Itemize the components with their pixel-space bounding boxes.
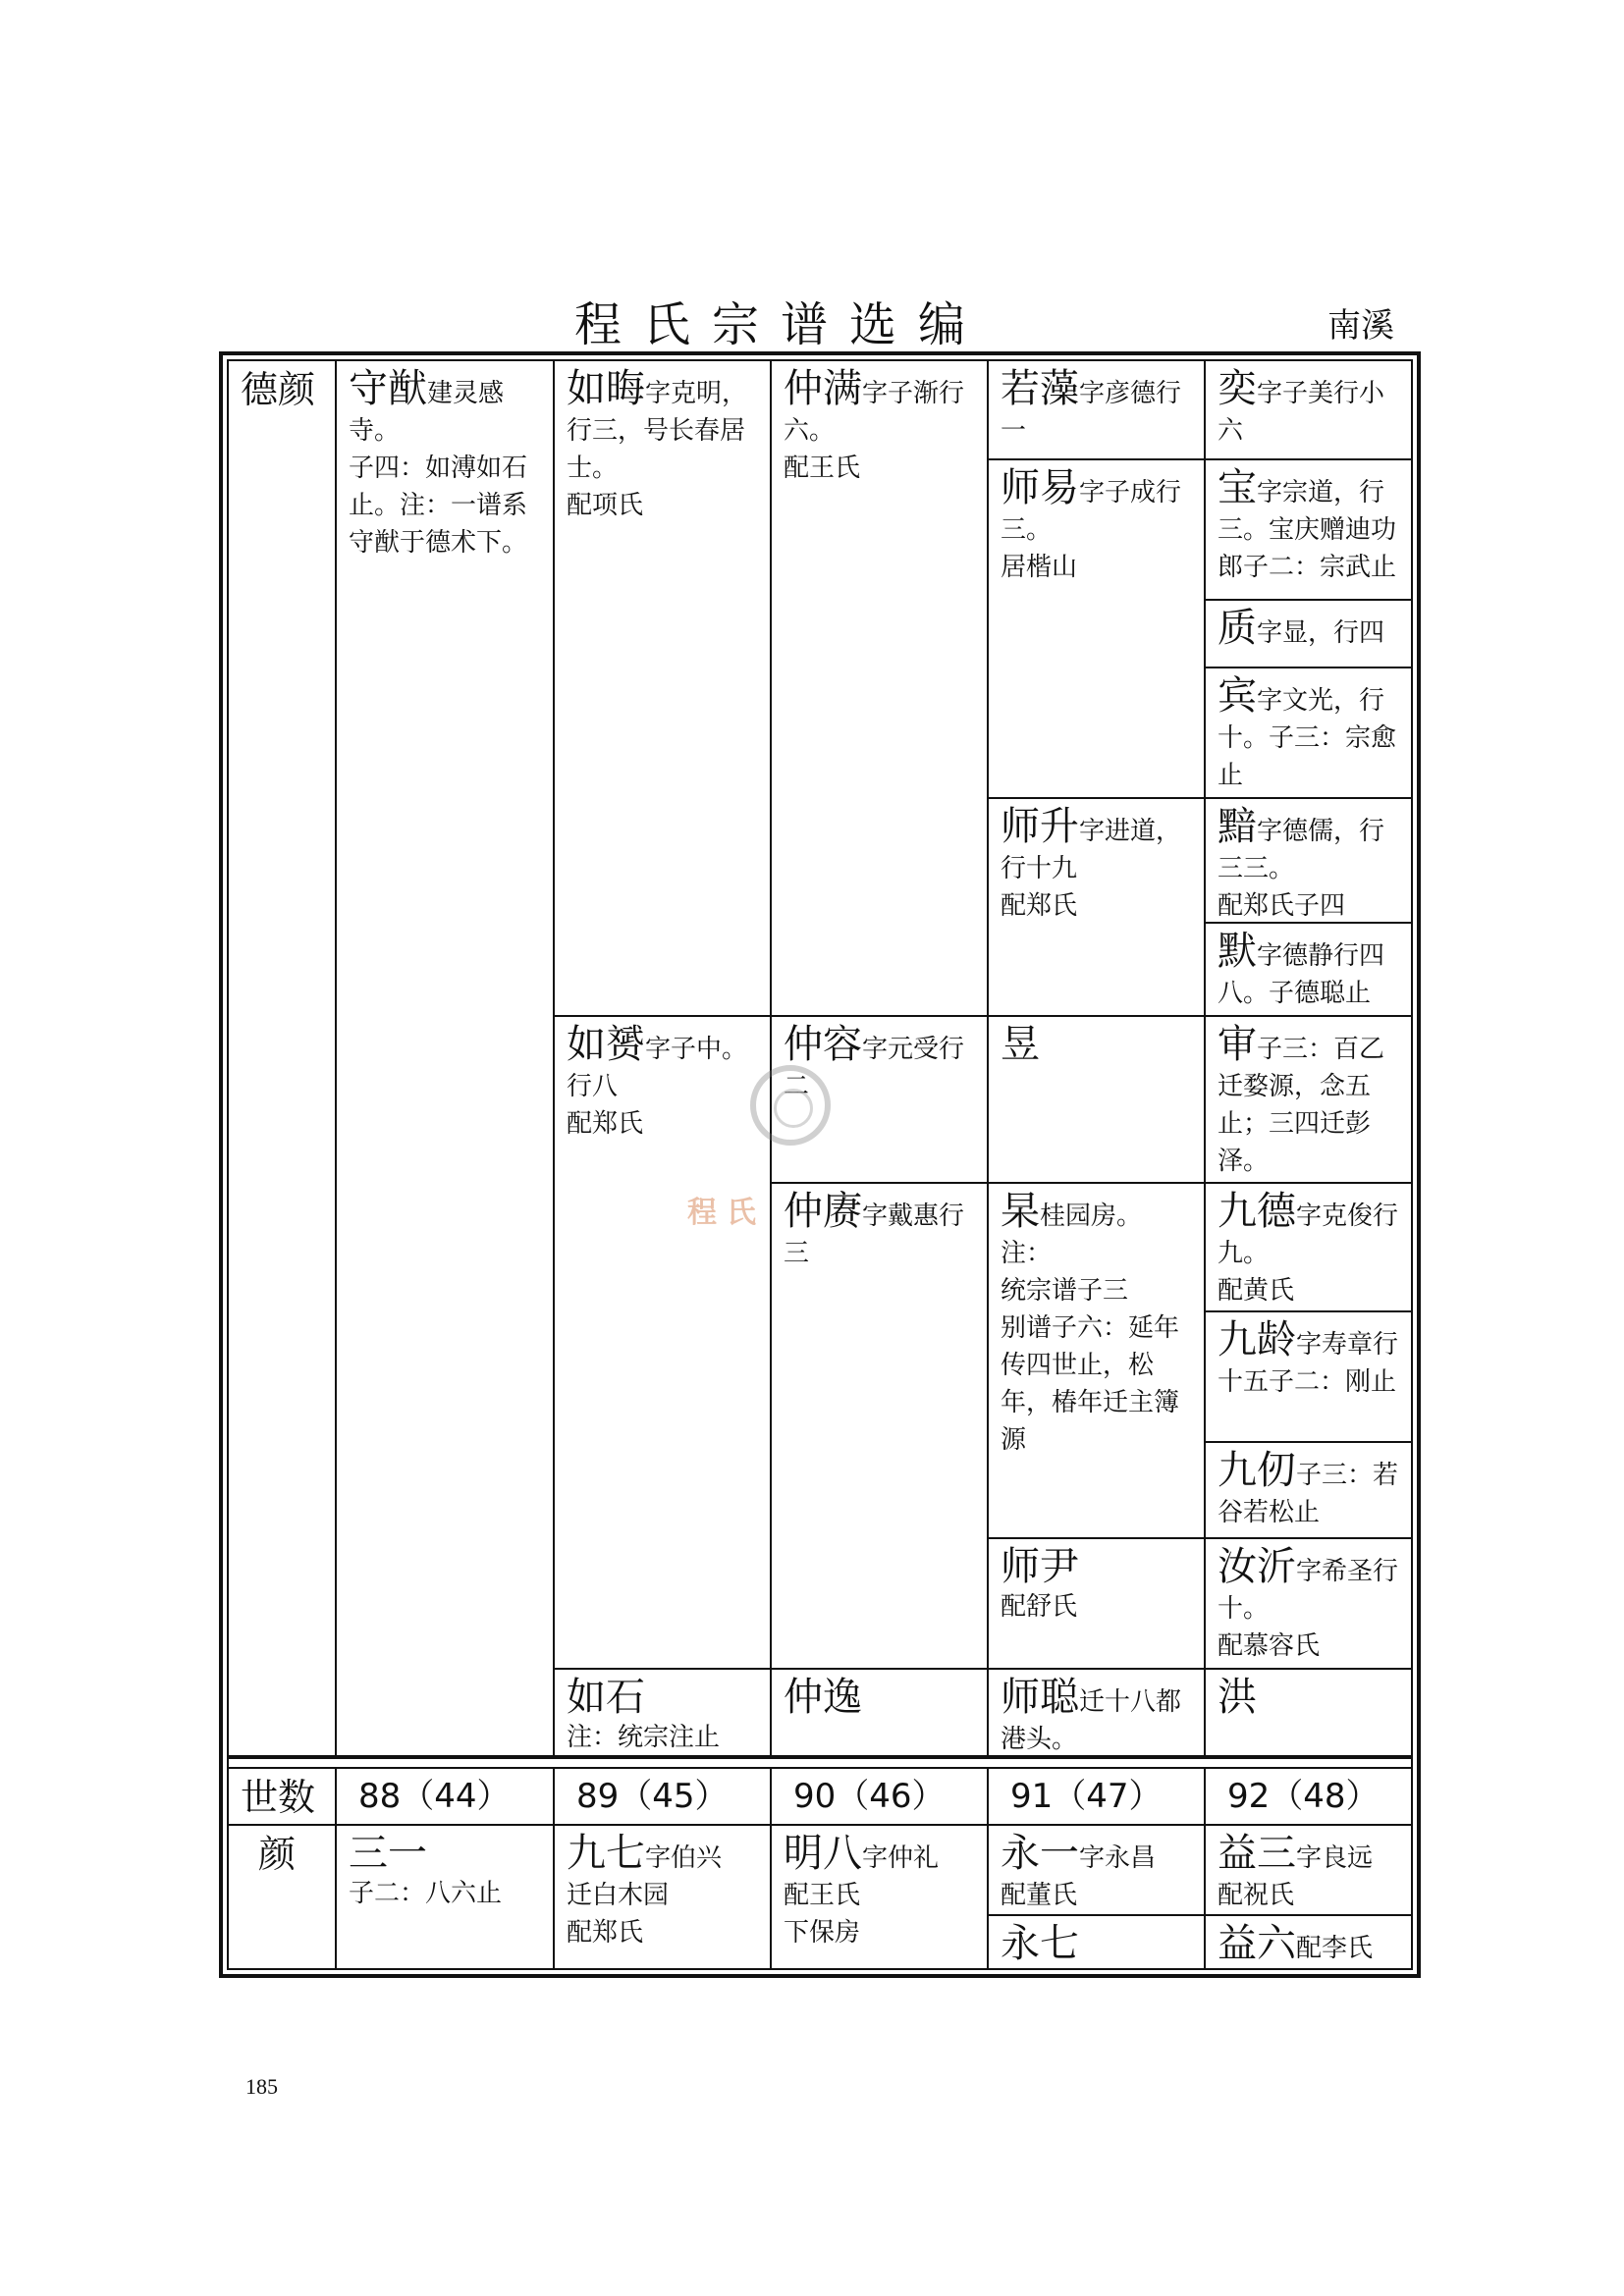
person-line: 居楷山 xyxy=(1001,553,1078,582)
person-line: 注：统宗注止 xyxy=(567,1723,721,1752)
person-note: 字良远 xyxy=(1296,1843,1374,1873)
person-ruozao xyxy=(989,361,1206,460)
person-ruyun xyxy=(555,1017,772,1670)
person-name: 仲满 xyxy=(784,366,862,411)
person-note: 字彦德行一 xyxy=(1001,379,1182,446)
person-shicong xyxy=(989,1670,1206,1757)
person-gao xyxy=(989,1184,1206,1539)
person-hong xyxy=(1206,1670,1413,1757)
person-name: 九仞 xyxy=(1218,1448,1296,1493)
generation-cell xyxy=(555,1769,772,1826)
person-note: 字德静行四八。子德聪止 xyxy=(1218,941,1385,1008)
gen-label: 颜 xyxy=(258,1833,297,1876)
person-line: 迁白木园 xyxy=(567,1881,670,1910)
row-label-cell xyxy=(229,1769,337,1826)
person-name: 师易 xyxy=(1001,465,1079,510)
person-shiyi xyxy=(989,460,1206,799)
person-note: 建灵感寺。 xyxy=(349,379,505,446)
person-name: 仲赓 xyxy=(784,1189,862,1234)
generation-cell xyxy=(337,1769,555,1826)
person-jiuling xyxy=(1206,1312,1413,1443)
generation-cell xyxy=(989,1769,1206,1826)
person-note: 配李氏 xyxy=(1296,1934,1374,1963)
person-name: 杲 xyxy=(1001,1189,1040,1234)
person-name: 仲逸 xyxy=(784,1675,862,1720)
person-zhonggeng xyxy=(772,1184,989,1670)
person-line: 配黄氏 xyxy=(1218,1276,1295,1306)
person-line: 配郑氏子四 xyxy=(1218,891,1346,921)
column-label-cell xyxy=(229,361,337,1757)
person-jiude xyxy=(1206,1184,1413,1312)
person-name: 宾 xyxy=(1218,673,1257,719)
person-name: 质 xyxy=(1218,606,1257,651)
person-name: 如晦 xyxy=(567,366,645,411)
person-note: 字显，行四 xyxy=(1257,618,1385,648)
person-name: 仲容 xyxy=(784,1022,862,1067)
person-shiyin xyxy=(989,1539,1206,1670)
generation-cell xyxy=(772,1769,989,1826)
person-note: 桂园房。 xyxy=(1040,1201,1143,1231)
person-note: 字子成行三。 xyxy=(1001,478,1182,545)
footer-person-yisan xyxy=(1206,1826,1413,1916)
region-label: 南溪 xyxy=(1327,306,1394,346)
person-name: 师升 xyxy=(1001,804,1079,849)
person-zhi xyxy=(1206,601,1413,668)
person-note: 字宗道，行三。宝庆赠迪功郎子二：宗武止 xyxy=(1218,478,1397,582)
person-rushi xyxy=(555,1670,772,1757)
person-line: 注： xyxy=(1001,1239,1053,1268)
person-name: 益六 xyxy=(1218,1921,1296,1966)
person-shisheng xyxy=(989,799,1206,1017)
person-line: 配董氏 xyxy=(1001,1881,1078,1910)
footer-person-jiuqi xyxy=(555,1826,772,1970)
generation-number: 89（45） xyxy=(576,1777,729,1816)
row-label: 世数 xyxy=(241,1776,316,1819)
person-line: 配郑氏 xyxy=(567,1918,644,1948)
footer-person-yongyi xyxy=(989,1826,1206,1916)
person-name: 益三 xyxy=(1218,1831,1296,1876)
person-note: 字寿章行十五子二：刚止 xyxy=(1218,1330,1399,1397)
column-label: 德颜 xyxy=(241,368,316,411)
person-name: 奕 xyxy=(1218,366,1257,411)
person-an xyxy=(1206,799,1413,924)
person-note: 迁十八都港头。 xyxy=(1001,1687,1182,1754)
person-line: 配慕容氏 xyxy=(1218,1631,1321,1661)
person-line: 配郑氏 xyxy=(1001,891,1078,921)
generation-number: 91（47） xyxy=(1010,1777,1163,1816)
watermark-text: 程氏 xyxy=(687,1196,766,1230)
person-note: 字子渐行六。 xyxy=(784,379,965,446)
seal-inner-ring xyxy=(774,1089,813,1128)
footer-person-yongqi xyxy=(989,1916,1206,1970)
person-note: 子三：若谷若松止 xyxy=(1218,1461,1399,1527)
person-name: 如石 xyxy=(567,1675,645,1720)
person-bin xyxy=(1206,668,1413,799)
person-name: 三一 xyxy=(349,1831,427,1876)
person-line: 子四：如溥如石止。注：一谱系守猷于德术下。 xyxy=(349,454,528,558)
person-name: 明八 xyxy=(784,1831,862,1876)
person-line: 配祝氏 xyxy=(1218,1881,1295,1910)
person-name: 守猷 xyxy=(349,366,427,411)
person-note: 字克俊行九。 xyxy=(1218,1201,1399,1268)
person-name: 若藻 xyxy=(1001,366,1079,411)
person-zhongyi xyxy=(772,1670,989,1757)
person-line: 别谱子六：延年传四世止，松年，椿年迁主簿源 xyxy=(1001,1313,1180,1455)
person-note: 字戴惠行三 xyxy=(784,1201,965,1268)
section-divider xyxy=(229,1757,1411,1769)
person-note: 字子中。行八 xyxy=(567,1035,748,1101)
person-line: 配王氏 xyxy=(784,1881,861,1910)
person-name: 永一 xyxy=(1001,1831,1079,1876)
seal-stamp xyxy=(750,1065,831,1146)
person-name: 宝 xyxy=(1218,465,1257,510)
person-line: 统宗谱子三 xyxy=(1001,1276,1129,1306)
generation-number: 88（44） xyxy=(358,1777,511,1816)
person-note: 字伯兴 xyxy=(645,1843,723,1873)
person-name: 审 xyxy=(1218,1022,1257,1067)
person-name: 默 xyxy=(1218,929,1257,974)
page-number: 185 xyxy=(245,2074,278,2099)
gen-label-cell xyxy=(229,1826,337,1970)
person-zhongman xyxy=(772,361,989,1017)
page-title: 程氏宗谱选编 xyxy=(574,297,988,352)
person-note: 字文光，行十。子三：宗愈止 xyxy=(1218,686,1397,790)
person-line: 配王氏 xyxy=(784,454,861,483)
person-yi xyxy=(1206,361,1413,460)
person-note: 字永昌 xyxy=(1079,1843,1157,1873)
person-name: 九七 xyxy=(567,1831,645,1876)
person-ruhui xyxy=(555,361,772,1017)
person-jiuren xyxy=(1206,1443,1413,1539)
person-bao xyxy=(1206,460,1413,601)
person-note: 字克明，行三，号长春居士。 xyxy=(567,379,748,483)
person-name: 九德 xyxy=(1218,1189,1296,1234)
person-note: 字德儒，行三三。 xyxy=(1218,817,1385,883)
person-name: 黯 xyxy=(1218,804,1257,849)
person-line: 下保房 xyxy=(784,1918,861,1948)
person-name: 永七 xyxy=(1001,1921,1079,1966)
person-name: 九龄 xyxy=(1218,1317,1296,1362)
generation-number: 92（48） xyxy=(1227,1777,1380,1816)
person-line: 子二：八六止 xyxy=(349,1879,503,1908)
person-note: 字子美行小六 xyxy=(1218,379,1385,446)
person-note: 子三：百乙迁婺源，念五止；三四迁彭泽。 xyxy=(1218,1035,1385,1176)
footer-person-yiliu xyxy=(1206,1916,1413,1970)
person-yu xyxy=(989,1017,1206,1184)
footer-person-sanyi xyxy=(337,1826,555,1970)
generation-number: 90（46） xyxy=(793,1777,946,1816)
person-name: 如赟 xyxy=(567,1022,645,1067)
person-note: 字元受行二 xyxy=(784,1035,965,1101)
person-name: 汝沂 xyxy=(1218,1544,1296,1589)
person-note: 字仲礼 xyxy=(862,1843,940,1873)
person-name: 师尹 xyxy=(1001,1544,1079,1589)
genealogy-table xyxy=(227,359,1413,1970)
person-line: 配项氏 xyxy=(567,491,644,520)
person-note: 字进道，行十九 xyxy=(1001,817,1182,883)
person-line: 配郑氏 xyxy=(567,1109,644,1139)
person-mo xyxy=(1206,924,1413,1017)
person-name: 师聪 xyxy=(1001,1675,1079,1720)
generation-cell xyxy=(1206,1769,1413,1826)
person-name: 昱 xyxy=(1001,1022,1040,1067)
person-shouyou xyxy=(337,361,555,1757)
person-note: 字希圣行十。 xyxy=(1218,1557,1399,1624)
footer-person-mingba xyxy=(772,1826,989,1970)
person-name: 洪 xyxy=(1218,1675,1257,1720)
person-ruyi xyxy=(1206,1539,1413,1670)
person-shen xyxy=(1206,1017,1413,1184)
person-line: 配舒氏 xyxy=(1001,1592,1078,1622)
